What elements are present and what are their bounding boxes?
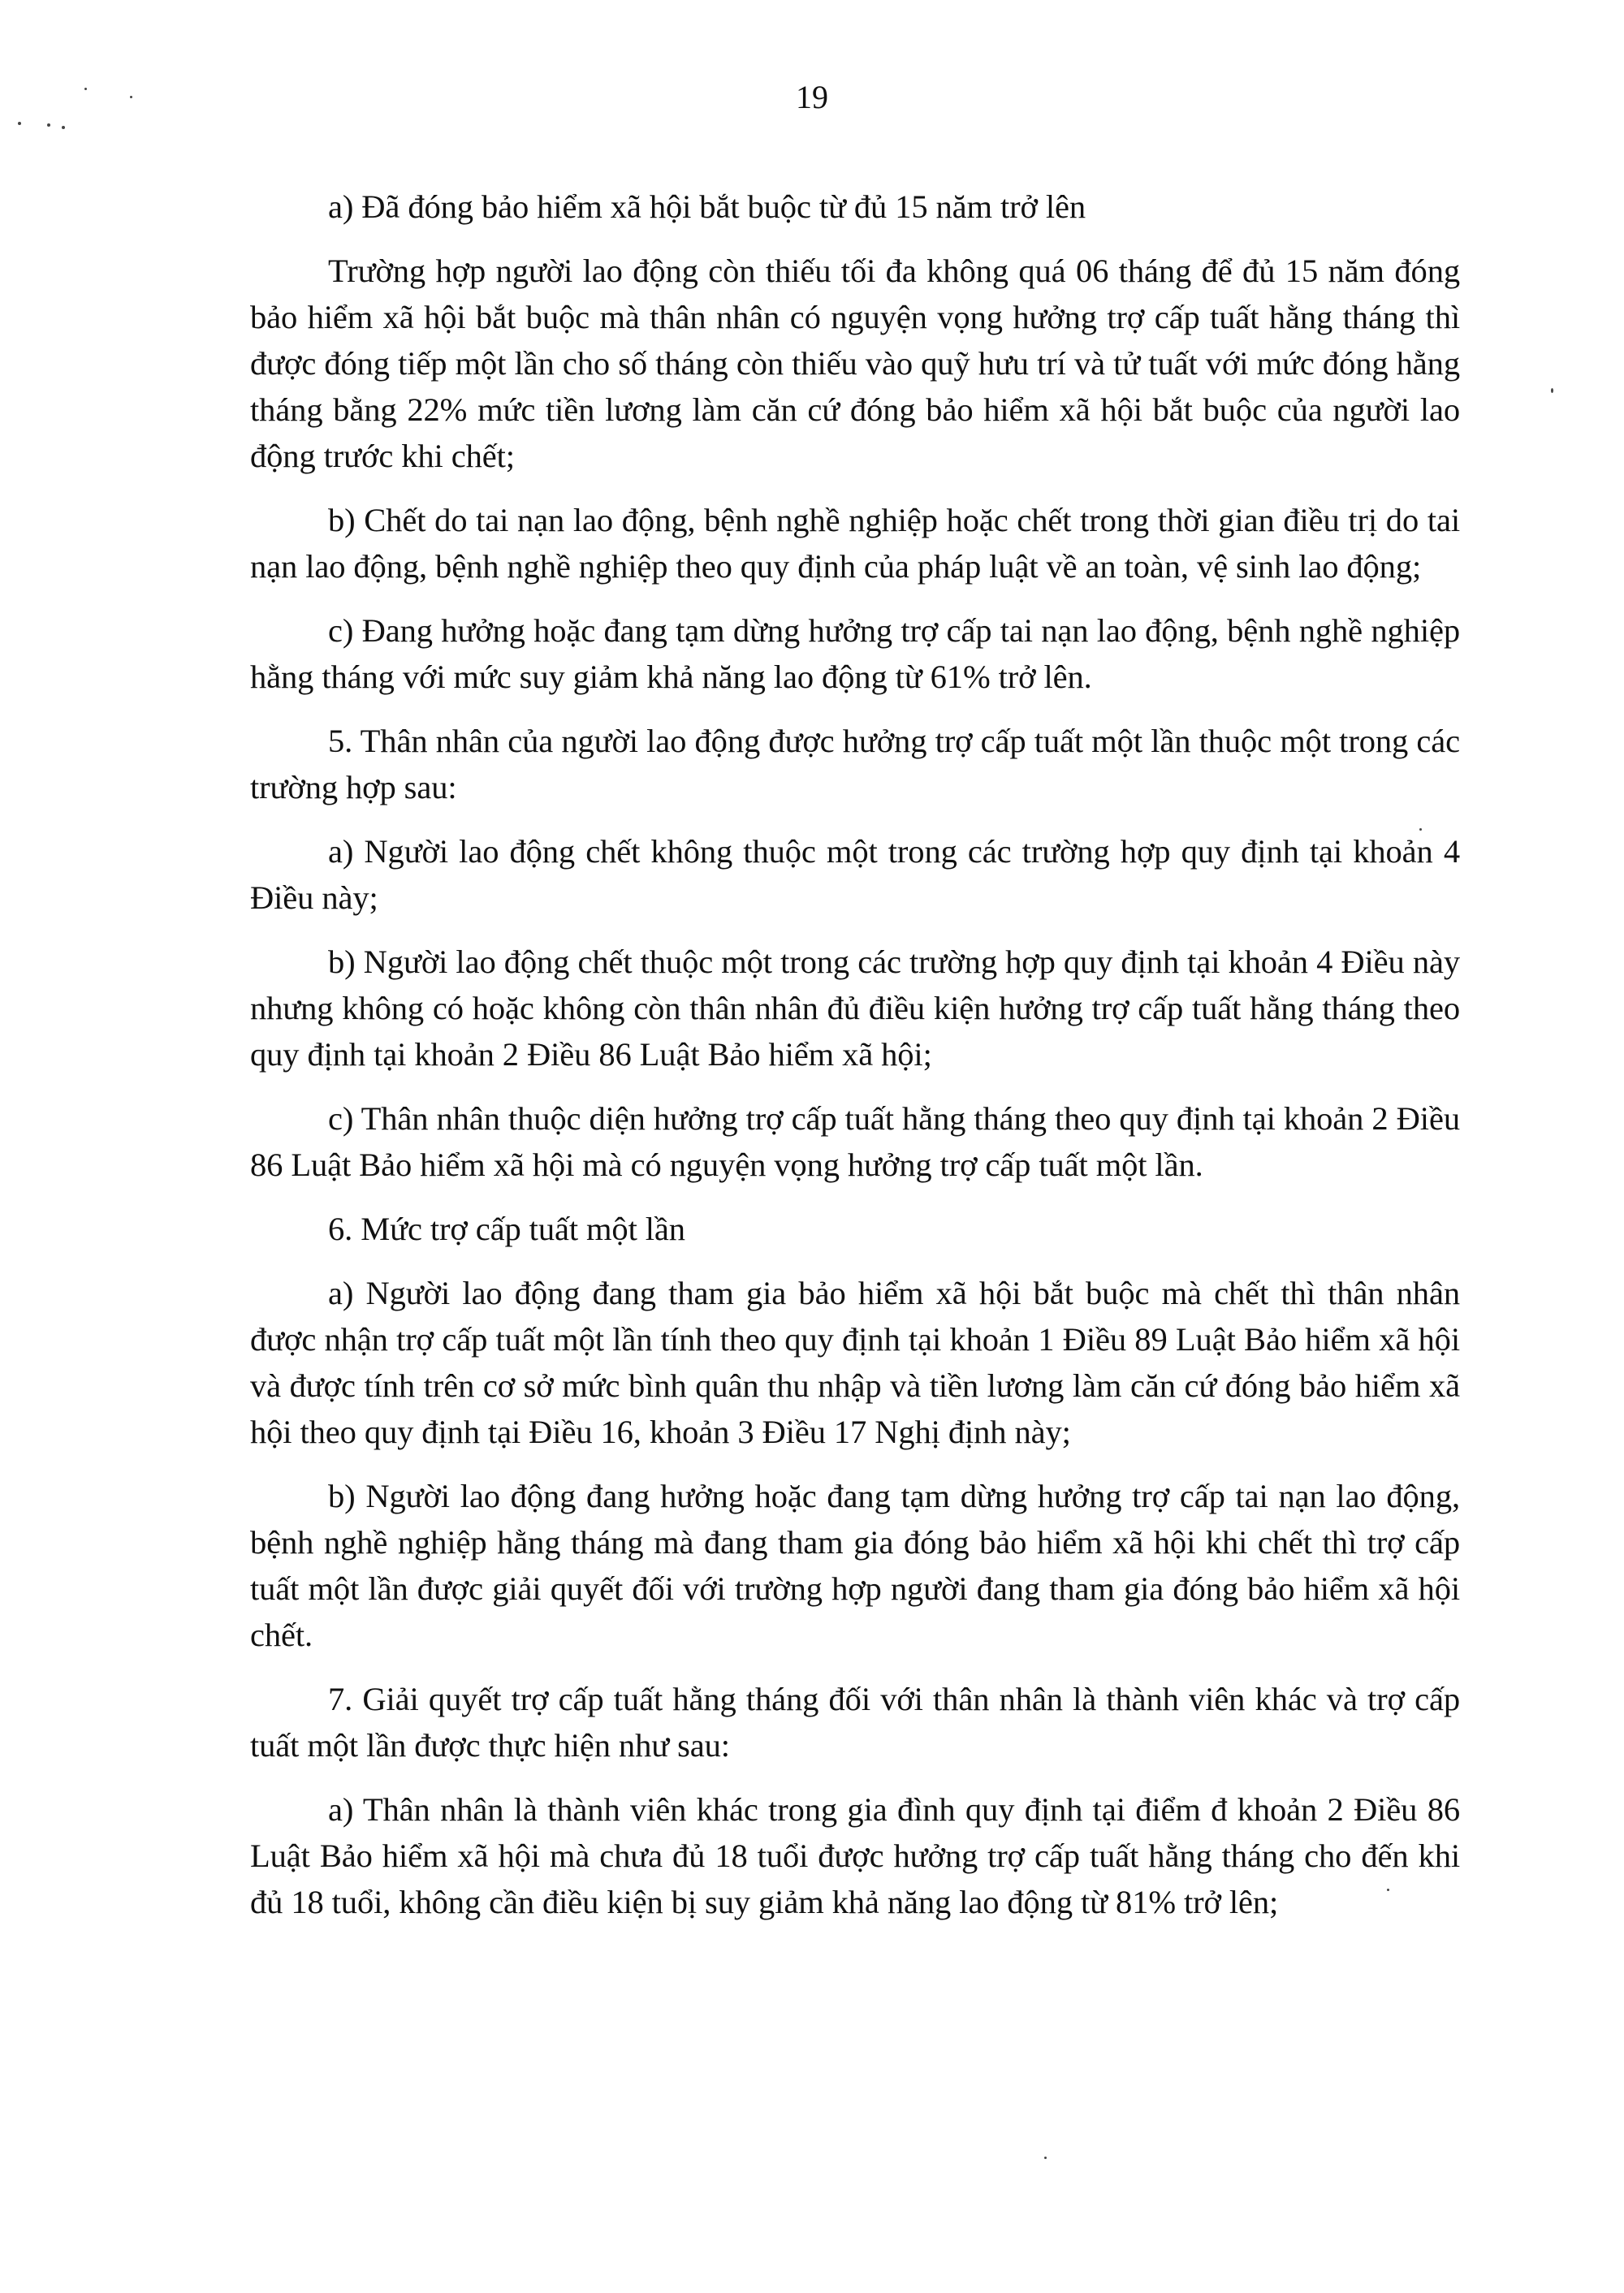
document-body xyxy=(250,184,1460,1943)
paragraph: a) Người lao động đang tham gia bảo hiểm xã hội bắt buộc mà chết thì thân nhân được nhận trợ cấp tuất một lần tính theo quy định tại khoản 1 Điều 89 Luật Bảo hiểm xã hội và được tính trên cơ sở mức bình quân thu nhập và tiền lương làm căn cứ đóng bảo hiểm xã hội theo quy định tại Điều 16, khoản 3 Điều 17 Nghị định này; xyxy=(250,1275,1460,1450)
paragraph: b) Người lao động đang hưởng hoặc đang tạm dừng hưởng trợ cấp tai nạn lao động, bệnh nghề nghiệp hằng tháng mà đang tham gia đóng bảo hiểm xã hội khi chết thì trợ cấp tuất một lần được giải quyết đối với trường hợp người đang tham gia đóng bảo hiểm xã hội chết. xyxy=(250,1478,1460,1653)
paragraph: b) Chết do tai nạn lao động, bệnh nghề nghiệp hoặc chết trong thời gian điều trị do tai nạn lao động, bệnh nghề nghiệp theo quy định của pháp luật về an toàn, vệ sinh lao động; xyxy=(250,502,1460,585)
paragraph: c) Thân nhân thuộc diện hưởng trợ cấp tuất hằng tháng theo quy định tại khoản 2 Điều 86 Luật Bảo hiểm xã hội mà có nguyện vọng hưởng trợ cấp tuất một lần. xyxy=(250,1100,1460,1183)
scan-speck xyxy=(47,123,50,127)
page-number: 19 xyxy=(796,79,828,115)
paragraph: c) Đang hưởng hoặc đang tạm dừng hưởng trợ cấp tai nạn lao động, bệnh nghề nghiệp hằng tháng với mức suy giảm khả năng lao động từ 61% trở lên. xyxy=(250,612,1460,695)
scan-speck xyxy=(1551,388,1553,393)
paragraph: 7. Giải quyết trợ cấp tuất hằng tháng đối với thân nhân là thành viên khác và trợ cấp tuất một lần được thực hiện như sau: xyxy=(250,1681,1460,1764)
scan-speck xyxy=(18,122,21,125)
scan-speck xyxy=(1044,2157,1047,2159)
paragraph: a) Người lao động chết không thuộc một trong các trường hợp quy định tại khoản 4 Điều này; xyxy=(250,833,1460,916)
paragraph: 5. Thân nhân của người lao động được hưởng trợ cấp tuất một lần thuộc một trong các trường hợp sau: xyxy=(250,723,1460,805)
paragraph: Trường hợp người lao động còn thiếu tối đa không quá 06 tháng để đủ 15 năm đóng bảo hiểm xã hội bắt buộc mà thân nhân có nguyện vọng hưởng trợ cấp tuất hằng tháng thì được đóng tiếp một lần cho số tháng còn thiếu vào quỹ hưu trí và tử tuất với mức đóng hằng tháng bằng 22% mức tiền lương làm căn cứ đóng bảo hiểm xã hội bắt buộc của người lao động trước khi chết; xyxy=(250,253,1460,474)
paragraph: a) Đã đóng bảo hiểm xã hội bắt buộc từ đủ 15 năm trở lên xyxy=(328,188,1086,225)
paragraph: 6. Mức trợ cấp tuất một lần xyxy=(328,1211,685,1247)
scan-speck xyxy=(62,126,65,129)
paragraph: a) Thân nhân là thành viên khác trong gia đình quy định tại điểm đ khoản 2 Điều 86 Luật Bảo hiểm xã hội mà chưa đủ 18 tuổi được hưởng trợ cấp tuất hằng tháng cho đến khi đủ 18 tuổi, không cần điều kiện bị suy giảm khả năng lao động từ 81% trở lên; xyxy=(250,1791,1460,1920)
paragraph: b) Người lao động chết thuộc một trong các trường hợp quy định tại khoản 4 Điều này nhưng không có hoặc không còn thân nhân đủ điều kiện hưởng trợ cấp tuất hằng tháng theo quy định tại khoản 2 Điều 86 Luật Bảo hiểm xã hội; xyxy=(250,944,1460,1073)
